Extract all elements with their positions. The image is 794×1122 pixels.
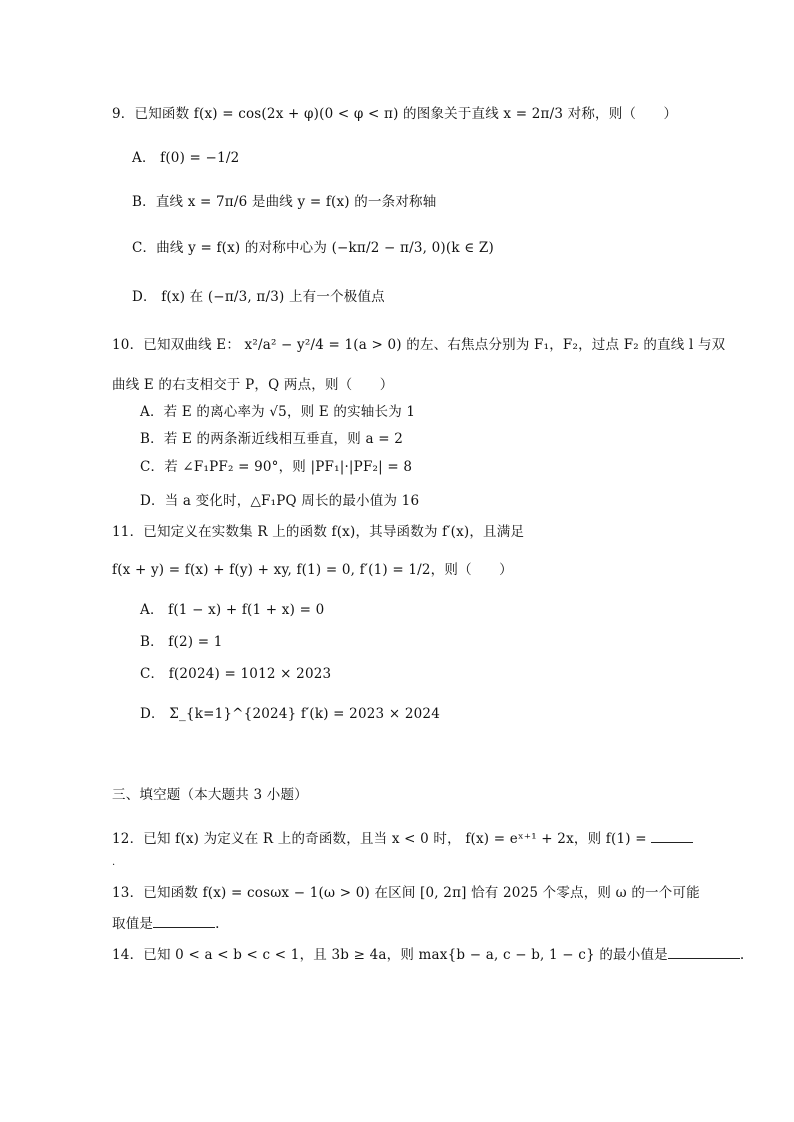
answer-blank[interactable] bbox=[668, 944, 740, 959]
question-11-option-b: B． f(2) = 1 bbox=[140, 634, 223, 650]
question-9-option-a: A． f(0) = −1/2 bbox=[132, 150, 240, 166]
question-10-option-c: C．若 ∠F₁PF₂ = 90°，则 |PF₁|·|PF₂| = 8 bbox=[140, 459, 413, 475]
question-10-stem-continued: 曲线 E 的右支相交于 P，Q 两点，则（ ） bbox=[112, 377, 394, 393]
answer-blank[interactable] bbox=[651, 828, 693, 843]
question-11-option-a: A． f(1 − x) + f(1 + x) = 0 bbox=[140, 602, 325, 618]
answer-blank[interactable] bbox=[153, 913, 215, 928]
question-10-option-b: B．若 E 的两条渐近线相互垂直，则 a = 2 bbox=[140, 431, 403, 447]
question-11-stem-continued: f(x + y) = f(x) + f(y) + xy, f(1) = 0, f′(1) = 1/2，则（ ） bbox=[112, 562, 513, 578]
question-11-option-d: D． Σ_{k=1}^{2024} f′(k) = 2023 × 2024 bbox=[140, 706, 440, 722]
question-14-stem bbox=[112, 944, 744, 965]
question-14-end-mark: . bbox=[739, 947, 745, 963]
question-12-end-mark: . bbox=[112, 857, 116, 868]
question-13-stem: 13．已知函数 f(x) = cosωx − 1(ω > 0) 在区间 [0, 2π] 恰有 2025 个零点，则 ω 的一个可能 bbox=[112, 885, 700, 901]
question-9-option-d: D． f(x) 在 (−π/3, π/3) 上有一个极值点 bbox=[132, 289, 385, 305]
question-12-text: 12．已知 f(x) 为定义在 R 上的奇函数，且当 x < 0 时， f(x) = eˣ⁺¹ + 2x，则 f(1) = bbox=[112, 831, 652, 847]
question-13-text: 取值是 bbox=[112, 916, 154, 932]
question-13-end-mark: . bbox=[215, 916, 220, 932]
question-12-stem bbox=[112, 828, 693, 849]
question-10-option-d: D．当 a 变化时，△F₁PQ 周长的最小值为 16 bbox=[140, 493, 420, 509]
question-11-option-c: C． f(2024) = 1012 × 2023 bbox=[140, 666, 332, 682]
question-11-stem: 11．已知定义在实数集 R 上的函数 f(x)，其导函数为 f′(x)，且满足 bbox=[112, 524, 525, 540]
question-13-stem-continued bbox=[112, 913, 220, 934]
section-heading: 三、填空题（本大题共 3 小题） bbox=[112, 787, 308, 803]
question-14-text: 14．已知 0 < a < b < c < 1，且 3b ≥ 4a，则 max{b − a, c − b, 1 − c} 的最小值是 bbox=[112, 947, 668, 963]
question-9-option-c: C．曲线 y = f(x) 的对称中心为 (−kπ/2 − π/3, 0)(k ∈ Z) bbox=[132, 240, 494, 256]
question-9-option-b: B．直线 x = 7π/6 是曲线 y = f(x) 的一条对称轴 bbox=[132, 194, 437, 210]
question-10-option-a: A．若 E 的离心率为 √5，则 E 的实轴长为 1 bbox=[140, 404, 416, 420]
question-10-stem: 10．已知双曲线 E： x²/a² − y²/4 = 1(a > 0) 的左、右焦点分别为 F₁，F₂，过点 F₂ 的直线 l 与双 bbox=[112, 337, 726, 353]
question-9-stem: 9．已知函数 f(x) = cos(2x + φ)(0 < φ < π) 的图象关于直线 x = 2π/3 对称，则（ ） bbox=[112, 106, 678, 122]
